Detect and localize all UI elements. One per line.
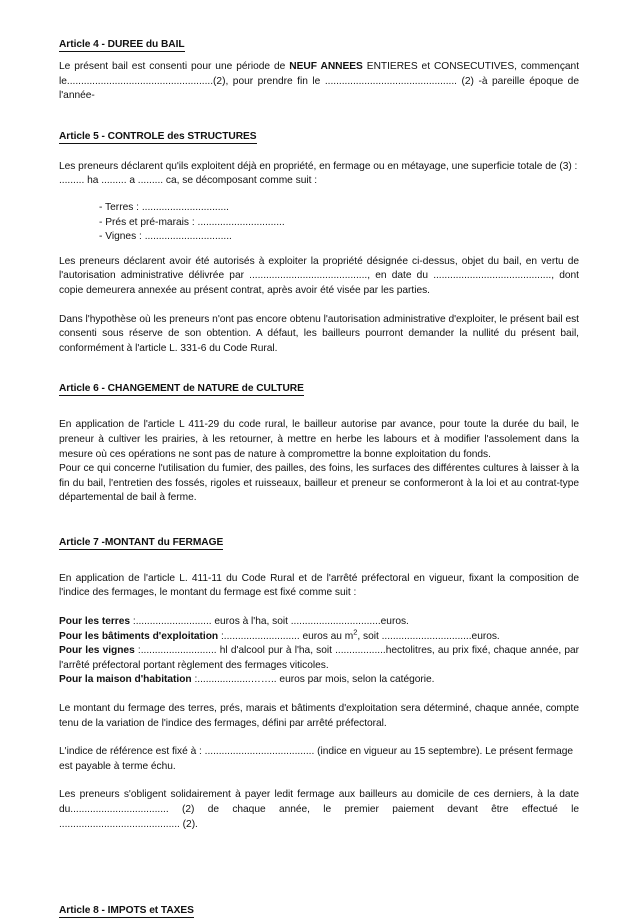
batiments-label: Pour les bâtiments d'exploitation — [59, 630, 219, 642]
article-5-p1-part1: Les preneurs déclarent qu'ils exploitent déjà en propriété, en fermage ou en métayage, une superficie totale de (3) : — [59, 160, 578, 172]
article-5-p1-part3: a — [126, 175, 138, 187]
article-7-p3-part2: (indice en vigueur au 15 septembre). Le présent fermage est payable à terme échu. — [59, 746, 574, 772]
list-item-label: - Prés et pré-marais : — [99, 216, 198, 228]
article-5-p2-part1: Les preneurs déclarent avoir été autorisés à exploiter la propriété désignée ci-dessus, objet du bail, en vertu de l'autorisation administrative délivrée par — [59, 255, 579, 282]
document-content — [59, 38, 579, 918]
article-7-line-maison — [59, 673, 579, 688]
maison-fill-line-1[interactable]: ...................…….. — [197, 674, 277, 686]
terres-part3: euros. — [380, 616, 409, 628]
list-item-label: - Terres : — [99, 201, 142, 213]
list-item-fill-line[interactable]: ............................... — [141, 201, 229, 213]
article-4-p1-part2: ENTIERES et CONSECUTIVES, commençant le — [59, 61, 580, 87]
article-7-line-batiments — [59, 627, 579, 645]
square-meter-exponent: 2 — [353, 627, 358, 637]
batiments-fill-line-2[interactable]: ................................ — [381, 630, 472, 642]
article-7-p3-part1: L'indice de référence est fixé à : — [59, 746, 205, 758]
maison-part2: euros par mois, selon la catégorie. — [276, 674, 435, 686]
article-4-fill-line-1[interactable]: .................................................... — [66, 75, 214, 87]
terres-label: Pour les terres — [59, 616, 131, 628]
list-item — [99, 201, 579, 216]
article-5-paragraph-3: Dans l'hypothèse où les preneurs n'ont pas encore obtenu l'autorisation administrative d'exploiter, le présent bail est consenti sous réserve de son obtention. A défaut, les bailleurs pourront demander la nullité du présent bail, conformément à l'article L. 331-6 du Code Rural. — [59, 313, 579, 354]
maison-label: Pour la maison d'habitation — [59, 674, 192, 686]
list-item-fill-line[interactable]: ............................... — [197, 216, 285, 228]
article-7-paragraph-1: En application de l'article L. 411-11 du Code Rural et de l'arrêté préfectoral en vigueur, fixant la composition de l'indice des fermages, le montant du fermage est fixé comme suit : — [59, 572, 579, 599]
article-5-fill-ha[interactable]: ......... — [59, 175, 85, 187]
batiments-part1: : — [218, 630, 224, 642]
article-5-fill-date[interactable]: .......................................... — [433, 270, 552, 282]
article-6-paragraph-1: En application de l'article L 411-29 du code rural, le bailleur autorise par avance, pour toute la durée du bail, le preneur à cultiver les prairies, à les retourner, à mettre en herbe les labours et à modifier l'assolement dans la mesure où ces opérations ne sont pas de nature à compromettre la bonne exploitation du fonds. — [59, 419, 579, 460]
article-5-paragraph-1 — [59, 160, 579, 189]
list-item-fill-line[interactable]: ............................... — [144, 231, 232, 243]
article-5-fill-a[interactable]: ......... — [101, 175, 127, 187]
batiments-part3: , soit — [357, 630, 382, 642]
article-5-heading-text: Article 5 - CONTROLE des STRUCTURES — [59, 130, 257, 142]
list-item — [99, 230, 579, 245]
article-5-paragraph-2 — [59, 255, 579, 299]
vignes-part2: hl d'alcool pur à l'ha, soit — [216, 645, 336, 657]
article-4-heading-text: Article 4 - DUREE du BAIL — [59, 39, 185, 50]
article-6-heading-text: Article 6 - CHANGEMENT de NATURE de CULTURE — [59, 383, 304, 395]
article-7-line-terres — [59, 615, 579, 630]
article-4-p1-bold-neuf-annees: NEUF ANNEES — [289, 61, 363, 72]
article-4-p1-part4: (2) -à pareille époque de l'année- — [59, 75, 579, 102]
article-7-paragraph-2: Le montant du fermage des terres, prés, marais et bâtiments d'exploitation sera déterminé, chaque année, compte tenu de la variation de l'indice des fermages, défini par arrêté préfectoral. — [59, 703, 579, 729]
article-5-p2-part3: , dont copie demeurera annexée au présent contrat, après avoir été visée par les parties. — [59, 270, 579, 296]
vignes-part1: : — [134, 645, 141, 657]
article-5-fill-ca[interactable]: ......... — [137, 175, 164, 187]
article-7-p4-part3: (2). — [179, 818, 198, 830]
article-7-p4-part2: (2) de chaque année, le premier paiement devant être effectué le — [168, 804, 579, 815]
terres-fill-line-2[interactable]: ................................ — [290, 616, 381, 628]
vignes-fill-line-1[interactable]: ........................... — [140, 645, 217, 657]
article-5-heading — [59, 130, 579, 144]
batiments-fill-line-1[interactable]: ........................... — [223, 630, 300, 642]
article-6-heading — [59, 382, 579, 396]
terres-part1: : — [130, 616, 136, 628]
maison-part1: : — [191, 674, 198, 686]
article-4-p1-part1: Le présent bail est consenti pour une période de — [59, 61, 290, 72]
terres-fill-line-1[interactable]: ........................... — [135, 616, 212, 628]
article-7-heading-text: Article 7 -MONTANT du FERMAGE — [59, 536, 224, 548]
article-8-heading-text: Article 8 - IMPOTS et TAXES — [59, 905, 194, 917]
article-8-heading — [59, 904, 579, 918]
article-7-heading — [59, 536, 579, 550]
batiments-part4: euros. — [471, 630, 500, 642]
list-item-label: - Vignes : — [99, 231, 145, 243]
article-5-p1-part2: ha — [84, 175, 102, 187]
article-7-paragraph-3 — [59, 745, 579, 774]
terres-part2: euros à l'ha, soit — [211, 616, 291, 628]
article-7-p4-part1: Les preneurs s'obligent solidairement à payer ledit fermage aux bailleurs au domicile de ces derniers, à la date du — [59, 789, 579, 815]
article-4-fill-line-2[interactable]: ............................................... — [324, 75, 457, 87]
article-7-line-vignes — [59, 644, 579, 673]
vignes-label: Pour les vignes — [59, 645, 135, 657]
article-6-paragraph-2: Pour ce qui concerne l'utilisation du fumier, des pailles, des foins, les surfaces des différentes cultures à laisser à la fin du bail, l'entretien des fossés, rigoles et ruisseaux, bailleur et preneur se conformeront à la loi et au contrat-type départemental de bail à ferme. — [59, 463, 579, 504]
article-4-p1-part3: (2), pour prendre fin le — [213, 75, 325, 87]
article-5-p2-part2: , en date du — [367, 270, 434, 282]
article-5-p1-part4: ca, se décomposant comme suit : — [163, 175, 318, 187]
vignes-part3: hectolitres, au prix fixé, chaque année, par l'arrêté préfectoral portant règlement des fermages viticoles. — [59, 645, 579, 671]
article-7-paragraph-4 — [59, 788, 579, 832]
article-7-fill-date-paiement[interactable]: ................................... — [70, 804, 169, 815]
batiments-part2: euros au m — [299, 630, 354, 642]
list-item — [99, 216, 579, 231]
vignes-fill-line-2[interactable]: .................. — [335, 645, 386, 657]
article-5-fill-autorisation[interactable]: .......................................... — [249, 270, 368, 282]
article-5-surface-list — [99, 201, 579, 245]
article-4-paragraph-1 — [59, 60, 579, 104]
article-4-heading — [59, 38, 579, 52]
article-7-fill-indice[interactable]: ....................................... — [204, 746, 315, 758]
article-7-fill-premier-paiement[interactable]: ........................................... — [59, 818, 180, 830]
